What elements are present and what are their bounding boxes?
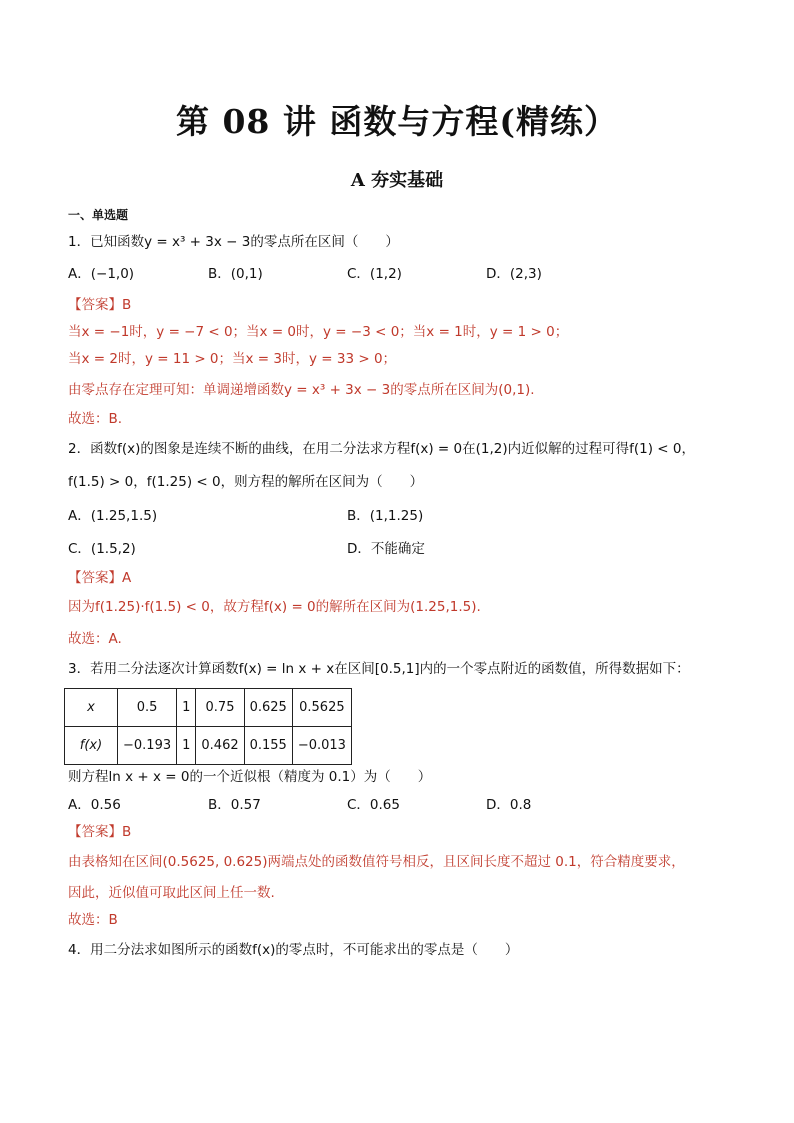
table-cell: 0.625	[244, 689, 292, 727]
table-row	[65, 689, 352, 727]
q2-answer: 【答案】A	[68, 570, 132, 586]
table-cell: 0.5	[118, 689, 177, 727]
q1-stem: 1．已知函数y = x³ + 3x − 3的零点所在区间（ ）	[68, 234, 399, 250]
q3-value-table	[64, 688, 352, 765]
q1-solution-line-1: 当x = −1时，y = −7 < 0；当x = 0时，y = −3 < 0；当x = 1时，y = 1 > 0；	[68, 324, 569, 340]
q1-option-a: A．(−1,0)	[68, 266, 135, 282]
q2-option-c: C．(1.5,2)	[68, 541, 136, 557]
q2-option-a: A．(1.25,1.5)	[68, 508, 158, 524]
table-cell: 1	[177, 689, 196, 727]
q1-solution-line-2: 当x = 2时，y = 11 > 0；当x = 3时，y = 33 > 0；	[68, 351, 397, 367]
q2-stem-line-2: f(1.5) > 0，f(1.25) < 0，则方程的解所在区间为（ ）	[68, 474, 424, 490]
q1-solution-line-3: 由零点存在定理可知：单调递增函数y = x³ + 3x − 3的零点所在区间为(0,1).	[68, 382, 535, 398]
table-cell: 1	[177, 727, 196, 765]
q1-option-b: B．(0,1)	[208, 266, 263, 282]
section-heading: 一、单选题	[68, 208, 129, 222]
table-cell: x	[65, 689, 118, 727]
q2-stem-line-1: 2．函数f(x)的图象是连续不断的曲线，在用二分法求方程f(x) = 0在(1,2)内近似解的过程可得f(1) < 0，	[68, 441, 695, 457]
q2-option-b: B．(1,1.25)	[347, 508, 424, 524]
q1-option-c: C．(1,2)	[347, 266, 402, 282]
table-cell: −0.013	[292, 727, 351, 765]
q4-stem: 4．用二分法求如图所示的函数f(x)的零点时，不可能求出的零点是（ ）	[68, 942, 519, 958]
q3-option-d: D．0.8	[486, 797, 532, 813]
table-cell: f(x)	[65, 727, 118, 765]
q1-solution-line-4: 故选：B.	[68, 411, 123, 427]
q2-option-d: D．不能确定	[347, 541, 425, 557]
q3-stem-line-2: 则方程ln x + x = 0的一个近似根（精度为 0.1）为（ ）	[68, 769, 432, 785]
table-cell: 0.462	[196, 727, 244, 765]
table-cell: 0.155	[244, 727, 292, 765]
q2-solution-line-2: 故选：A.	[68, 631, 122, 647]
page-title: 第 08 讲 函数与方程(精练）	[175, 102, 618, 141]
table-cell: 0.75	[196, 689, 244, 727]
q3-solution-line-1: 由表格知在区间(0.5625, 0.625)两端点处的函数值符号相反，且区间长度不超过 0.1，符合精度要求，	[68, 854, 685, 870]
q3-solution-line-3: 故选：B	[68, 912, 118, 928]
table-row	[65, 727, 352, 765]
page-subtitle: A 夯实基础	[350, 170, 444, 191]
table-cell: −0.193	[118, 727, 177, 765]
q3-option-b: B．0.57	[208, 797, 261, 813]
table-cell: 0.5625	[292, 689, 351, 727]
q1-answer: 【答案】B	[68, 297, 132, 313]
q3-answer: 【答案】B	[68, 824, 132, 840]
q1-option-d: D．(2,3)	[486, 266, 542, 282]
q2-solution-line-1: 因为f(1.25)·f(1.5) < 0，故方程f(x) = 0的解所在区间为(1.25,1.5).	[68, 599, 481, 615]
q3-solution-line-2: 因此，近似值可取此区间上任一数.	[68, 885, 275, 901]
q3-stem: 3．若用二分法逐次计算函数f(x) = ln x + x在区间[0.5,1]内的一个零点附近的函数值，所得数据如下：	[68, 661, 690, 677]
q3-option-a: A．0.56	[68, 797, 121, 813]
q3-option-c: C．0.65	[347, 797, 400, 813]
